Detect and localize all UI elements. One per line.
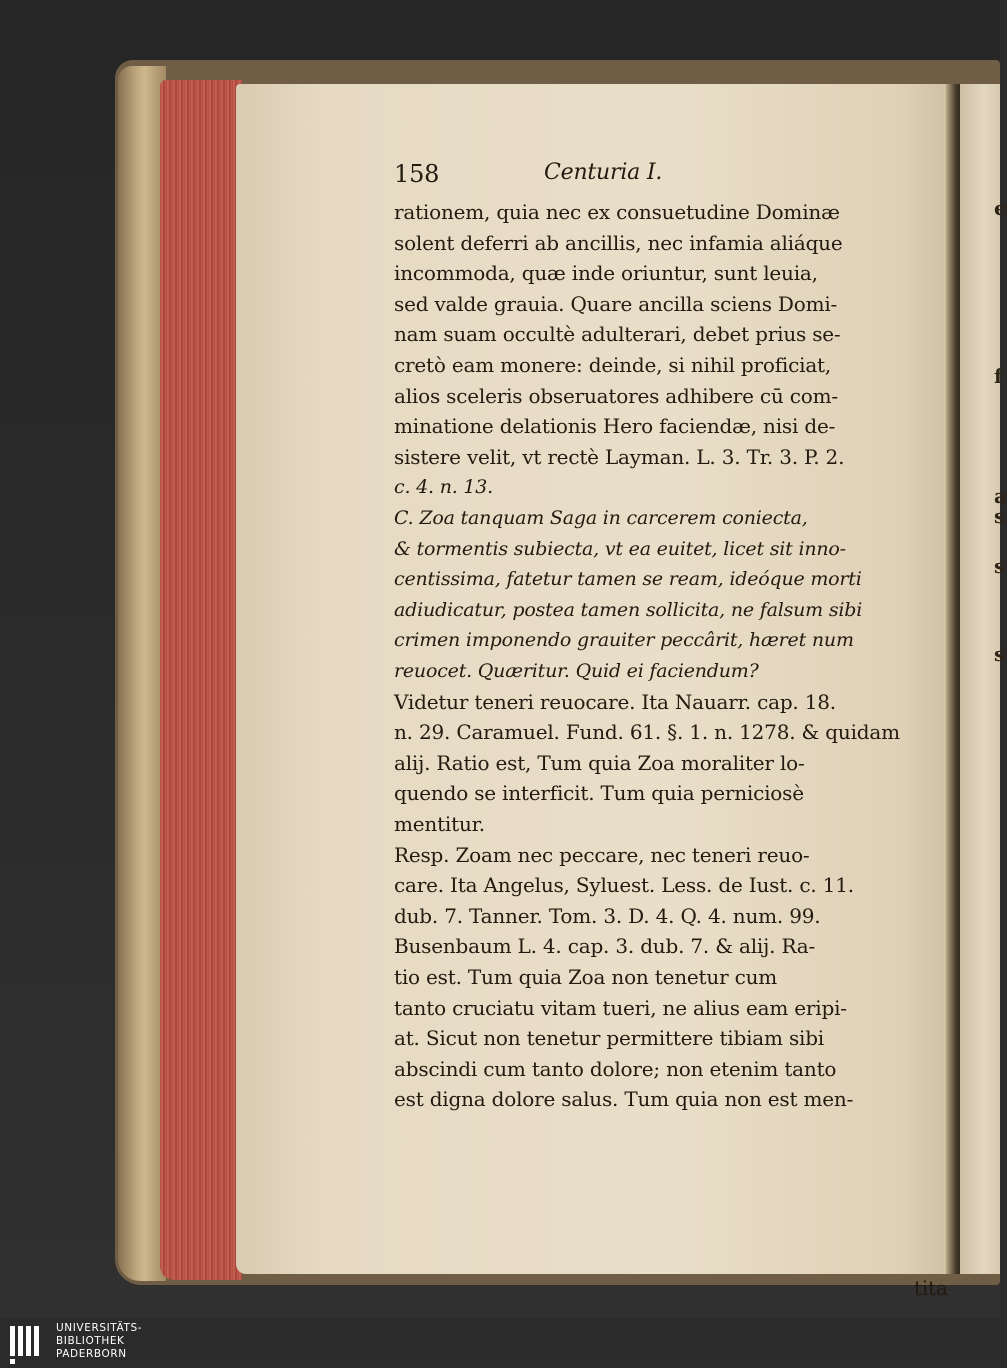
text-line: solent deferri ab ancillis, nec infamia aliáque [394,230,843,255]
text-line: adiudicatur, postea tamen sollicita, ne falsum sibi [394,598,863,621]
text-line: c. 4. n. 13. [394,476,494,499]
text-line: nam suam occultè adulterari, debet prius se- [394,322,841,347]
text-line: at. Sicut non tenetur permittere tibiam sibi [394,1026,824,1051]
facing-mark: s [994,504,1006,528]
facing-mark: s [994,642,1006,666]
text-line: dub. 7. Tanner. Tom. 3. D. 4. Q. 4. num. 99. [394,903,821,928]
text-line: tio est. Tum quia Zoa non tenetur cum [394,965,778,989]
text-line: alij. Ratio est, Tum quia Zoa moraliter lo- [394,750,805,775]
text-line: cretò eam monere: deinde, si nihil proficiat, [394,353,832,377]
text-line: minatione delationis Hero faciendæ, nisi de- [394,414,836,439]
text-line: mentitur. [394,812,485,836]
library-logo-icon [8,1322,48,1364]
text-line: sistere velit, vt rectè Layman. L. 3. Tr. 3. P. 2. [394,444,845,469]
page-number: 158 [394,160,440,188]
running-title: Centuria I. [544,160,663,185]
text-line: crimen imponendo grauiter peccârit, hæret num [394,629,854,652]
text-line: Busenbaum L. 4. cap. 3. dub. 7. & alij. Ra- [394,934,816,959]
library-name [56,1322,142,1361]
library-name-line: PADERBORN [56,1348,127,1360]
page-edges [160,80,242,1280]
text-line: care. Ita Angelus, Syluest. Less. de Iust. c. 11. [394,873,854,898]
facing-mark: s [994,554,1006,578]
facing-page [960,84,1007,1274]
text-line: tanto cruciatu vitam tueri, ne alius eam eripi- [394,995,847,1020]
text-line: reuocet. Quæritur. Quid ei faciendum? [394,660,759,682]
text-line: n. 29. Caramuel. Fund. 61. §. 1. n. 1278. & quidam [394,720,900,745]
footer-bar [0,1318,1000,1368]
text-line: centissima, fatetur tamen se ream, ideóque morti [394,568,862,591]
text-line: C. Zoa tanquam Saga in carcerem coniecta, [394,507,808,529]
facing-mark: e [994,196,1007,220]
text-line: Videtur teneri reuocare. Ita Nauarr. cap. 18. [394,689,836,714]
facing-mark: f [994,364,1003,388]
text-line: alios sceleris obseruatores adhibere cū com- [394,383,838,408]
running-header [394,160,950,194]
text-line: quendo se interficit. Tum quia perniciosè [394,781,804,806]
catchword: tita [914,1276,948,1300]
text-line: & tormentis subiecta, vt ea euitet, licet sit inno- [394,537,846,560]
text-line: est digna dolore salus. Tum quia non est men- [394,1087,854,1112]
text-line: incommoda, quæ inde oriuntur, sunt leuia, [394,261,818,286]
page-text [394,160,950,1300]
text-line: Resp. Zoam nec peccare, nec teneri reuo- [394,842,810,867]
library-name-line: BIBLIOTHEK [56,1335,125,1347]
facing-mark: a [994,484,1007,508]
library-name-line: UNIVERSITÄTS- [56,1322,143,1334]
text-line: abscindi cum tanto dolore; non etenim tanto [394,1056,837,1081]
text-line: sed valde grauia. Quare ancilla sciens Domi- [394,291,838,316]
text-line: rationem, quia nec ex consuetudine Dominæ [394,200,840,224]
book-cover-edge [118,66,166,1281]
